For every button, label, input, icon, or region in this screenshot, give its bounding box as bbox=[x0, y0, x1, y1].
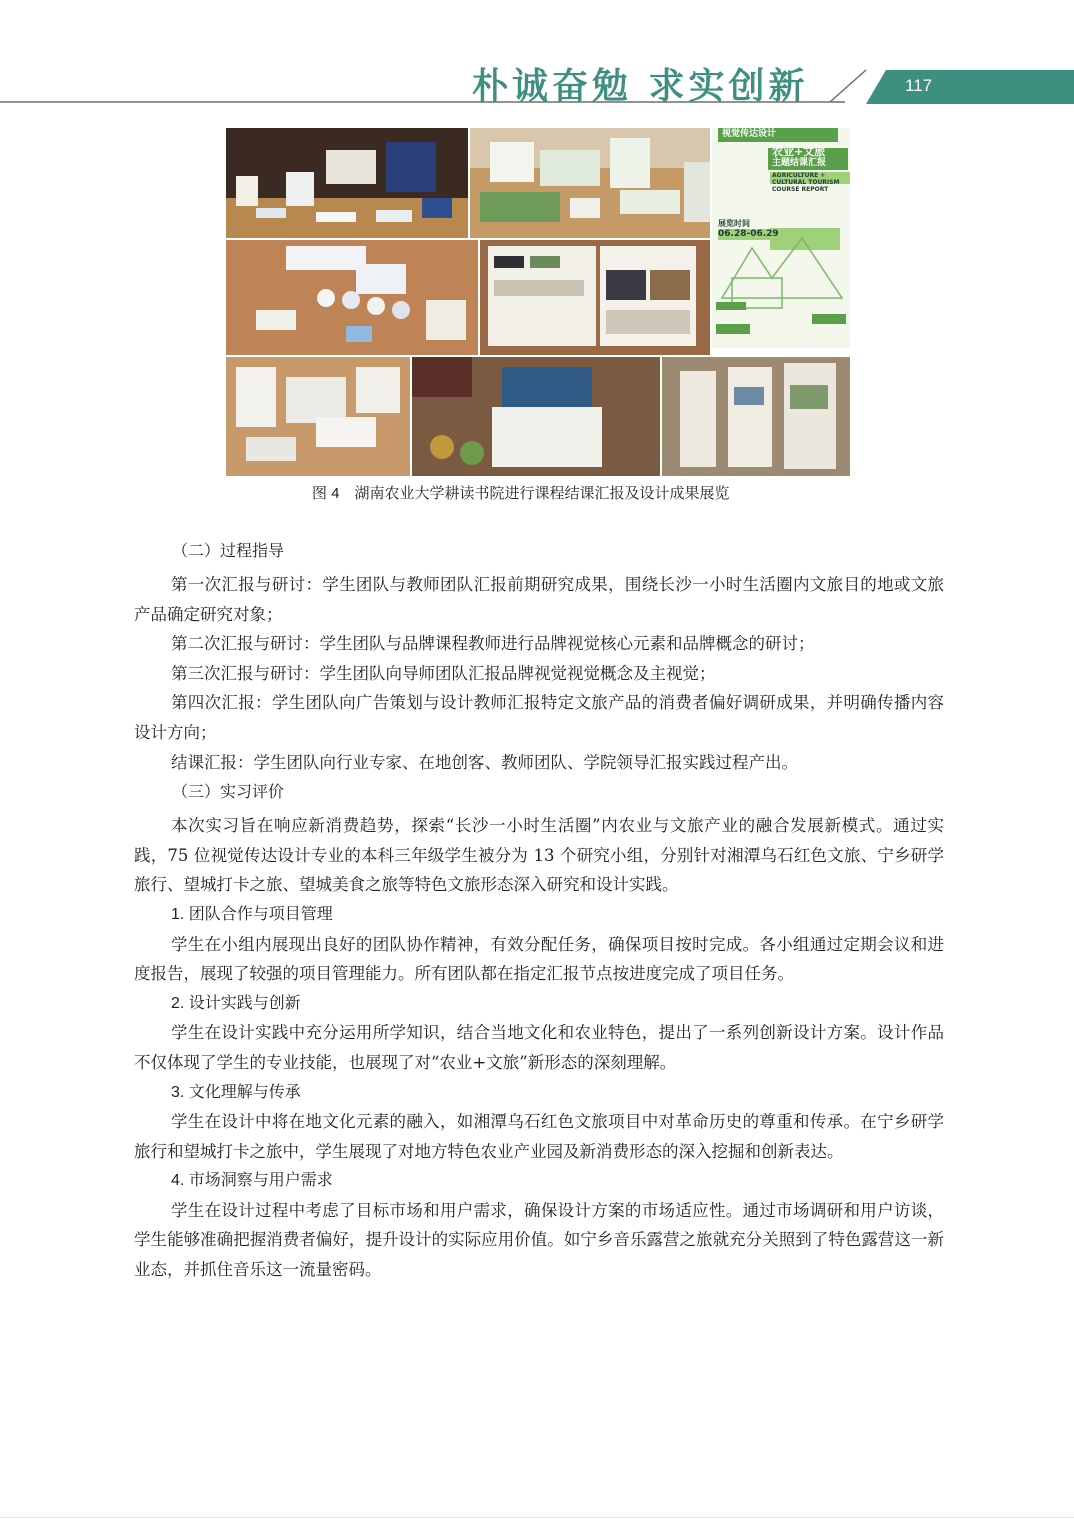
photo-gift-box bbox=[412, 357, 660, 476]
photo-poster-wall bbox=[662, 357, 850, 476]
paragraph: 第四次汇报：学生团队向广告策划与设计教师汇报特定文旅产品的消费者偏好调研成果，并明确传播内容设计方向； bbox=[134, 693, 944, 742]
page-header bbox=[0, 0, 1074, 110]
paragraph: 学生在设计过程中考虑了目标市场和用户需求，确保设计方案的市场适应性。通过市场调研和用户访谈，学生能够准确把握消费者偏好，提升设计的实际应用价值。如宁乡音乐露营之旅就充分关照到了特色露营这一新业态，并抓住音乐这一流量密码。 bbox=[134, 1200, 944, 1280]
paragraph: 结课汇报：学生团队向行业专家、在地创客、教师团队、学院领导汇报实践过程产出。 bbox=[171, 752, 798, 772]
school-motto: 朴诚奋勉 求实创新 bbox=[472, 65, 809, 107]
poster-date-label: 展览时间 bbox=[718, 219, 750, 228]
poster-title-top: 视觉传达设计 bbox=[722, 129, 777, 139]
bottom-divider bbox=[0, 1517, 1074, 1518]
subheading-teamwork: 1. 团队合作与项目管理 bbox=[171, 905, 333, 923]
photo-white-boxes bbox=[226, 357, 410, 476]
photo-display-board bbox=[480, 240, 710, 355]
figure-caption: 图 4 湖南农业大学耕读书院进行课程结课汇报及设计成果展览 bbox=[312, 485, 730, 502]
paragraph: 第三次汇报与研讨：学生团队向导师团队汇报品牌视觉视觉概念及主视觉； bbox=[171, 663, 716, 683]
subheading-culture: 3. 文化理解与传承 bbox=[171, 1083, 301, 1101]
paragraph: 学生在设计中将在地文化元素的融入，如湘潭乌石红色文旅项目中对革命历史的尊重和传承。在宁乡研学旅行和望城打卡之旅中，学生展现了对地方特色农业产业园及新消费形态的深入挖掘和创新表达。 bbox=[134, 1112, 944, 1161]
photo-exhibition-hall bbox=[226, 128, 468, 238]
article-body bbox=[134, 536, 944, 1285]
subheading-design-innovation: 2. 设计实践与创新 bbox=[171, 994, 301, 1012]
paragraph: 第二次汇报与研讨：学生团队与品牌课程教师进行品牌视觉核心元素和品牌概念的研讨； bbox=[171, 634, 815, 654]
poster-title-en-1: AGRICULTURE + bbox=[772, 172, 826, 179]
poster-title-en-3: COURSE REPORT bbox=[772, 186, 829, 193]
exhibition-photo-collage bbox=[226, 128, 850, 476]
paragraph: 本次实习旨在响应新消费趋势，探索“长沙一小时生活圈”内农业与文旅产业的融合发展新模式。通过实践，75 位视觉传达设计专业的本科三年级学生被分为 13 个研究小组，分别针对湘潭乌石红色文旅、宁乡研学旅行、望城打卡之旅、望城美食之旅等特色文旅形态深入研究和设计实践。 bbox=[134, 816, 944, 895]
poster-date-value: 06.28-06.29 bbox=[718, 229, 779, 239]
photo-tea-packaging bbox=[470, 128, 710, 238]
poster-title-en-2: CULTURAL TOURISM bbox=[772, 179, 840, 186]
section-heading-process: （二）过程指导 bbox=[172, 541, 285, 560]
poster-title-sub: 主题结课汇报 bbox=[772, 158, 827, 168]
section-heading-evaluation: （三）实习评价 bbox=[172, 782, 285, 802]
poster-title-main: 农业+文旅 bbox=[772, 145, 826, 158]
paragraph: 学生在设计实践中充分运用所学知识，结合当地文化和农业特色，提出了一系列创新设计方案。设计作品不仅体现了学生的专业技能，也展现了对“农业+文旅”新形态的深刻理解。 bbox=[134, 1023, 944, 1072]
page-number: 117 bbox=[905, 76, 933, 95]
poster-course-report bbox=[712, 128, 850, 348]
subheading-market: 4. 市场洞察与用户需求 bbox=[171, 1172, 333, 1190]
photo-tin-products bbox=[226, 240, 478, 355]
paragraph: 学生在小组内展现出良好的团队协作精神，有效分配任务，确保项目按时完成。各小组通过定期会议和进度报告，展现了较强的项目管理能力。所有团队都在指定汇报节点按进度完成了项目任务。 bbox=[134, 934, 944, 984]
paragraph: 第一次汇报与研讨：学生团队与教师团队汇报前期研究成果，围绕长沙一小时生活圈内文旅目的地或文旅产品确定研究对象； bbox=[134, 575, 944, 624]
